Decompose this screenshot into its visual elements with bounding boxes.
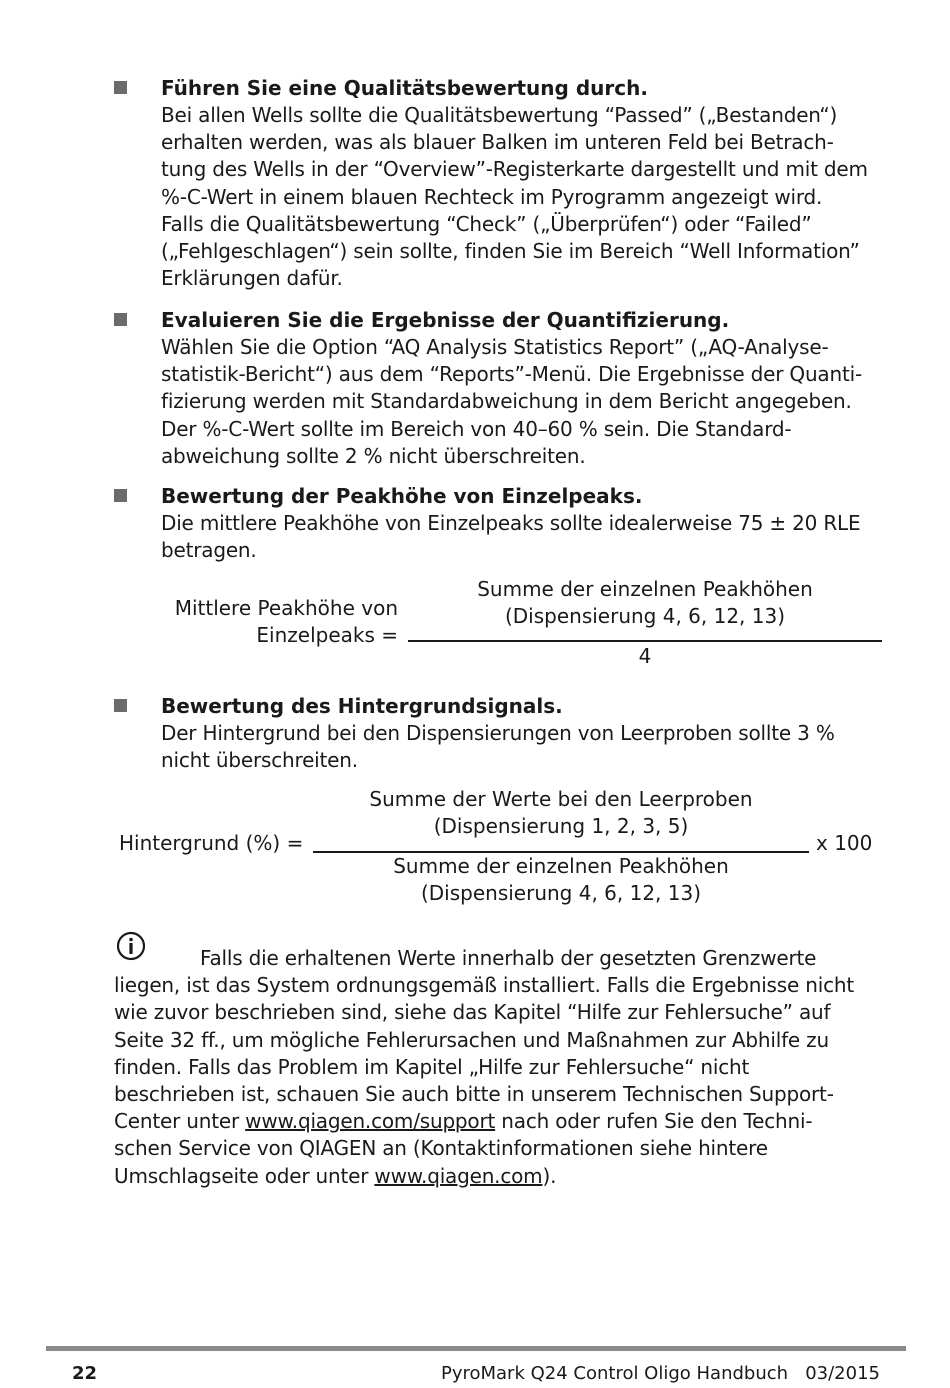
text-line: nicht überschreiten. xyxy=(161,748,358,773)
text-line: abweichung sollte 2 % nicht überschreiten. xyxy=(161,443,586,468)
section-text xyxy=(161,102,881,292)
formula2-denominator-line2: (Dispensierung 4, 6, 12, 13) xyxy=(420,881,702,905)
formula2-lhs: Hintergrund (%) = xyxy=(119,831,304,855)
text-line: erhalten werden, was als blauer Balken im unteren Feld bei Betrach- xyxy=(161,130,834,155)
formula1-numerator xyxy=(408,576,882,630)
text-line: fizierung werden mit Standardabweichung in dem Bericht angegeben. xyxy=(161,389,852,414)
note-paragraph xyxy=(114,945,864,1190)
section-title: Bewertung der Peakhöhe von Einzelpeaks. xyxy=(161,484,643,508)
formula1-numerator-line1: Summe der einzelnen Peakhöhen xyxy=(477,577,813,601)
section-text xyxy=(161,720,881,774)
section-body xyxy=(161,482,881,564)
formula1-fraction-bar xyxy=(408,640,882,642)
formula2-numerator xyxy=(313,786,809,840)
formula1-lhs-line2: Einzelpeaks = xyxy=(256,623,398,647)
section-title: Evaluieren Sie die Ergebnisse der Quantifizierung. xyxy=(161,308,730,332)
section-text xyxy=(161,510,881,564)
formula1-denominator: 4 xyxy=(638,644,652,668)
text-line: Die mittlere Peakhöhe von Einzelpeaks sollte idealerweise 75 ± 20 RLE xyxy=(161,511,861,535)
bullet-square xyxy=(114,81,127,94)
formula2-multiplier: x 100 xyxy=(816,831,873,855)
formula1-lhs xyxy=(114,595,398,649)
bullet-square xyxy=(114,489,127,502)
section-body xyxy=(161,306,881,470)
note-line: liegen, ist das System ordnungsgemäß installiert. Falls die Ergebnisse nicht xyxy=(114,973,855,998)
section-text xyxy=(161,334,881,470)
bullet-square xyxy=(114,699,127,712)
text-line: Erklärungen dafür. xyxy=(161,266,343,291)
text-line: Wählen Sie die Option “AQ Analysis Statistics Report” („AQ-Analyse- xyxy=(161,335,829,359)
text-line: („Fehlgeschlagen“) sein sollte, finden Sie im Bereich “Well Information” xyxy=(161,239,860,264)
text-line: Bei allen Wells sollte die Qualitätsbewertung “Passed” („Bestanden“) xyxy=(161,103,838,127)
page-number: 22 xyxy=(72,1363,98,1384)
text-line: Falls die Qualitätsbewertung “Check” („Überprüfen“) oder “Failed” xyxy=(161,211,812,236)
formula2-numerator-line1: Summe der Werte bei den Leerproben xyxy=(369,787,753,811)
formula1-lhs-line1: Mittlere Peakhöhe von xyxy=(174,596,398,620)
formula1-numerator-line2: (Dispensierung 4, 6, 12, 13) xyxy=(504,604,786,628)
section-title: Führen Sie eine Qualitätsbewertung durch. xyxy=(161,76,648,100)
note-line: schen Service von QIAGEN an (Kontaktinformationen siehe hintere xyxy=(114,1136,768,1161)
note-line: Center unter xyxy=(114,1109,246,1134)
bullet-square xyxy=(114,313,127,326)
note-line: Seite 32 ff., um mögliche Fehlerursachen und Maßnahmen zur Abhilfe zu xyxy=(114,1027,829,1052)
section-title: Bewertung des Hintergrundsignals. xyxy=(161,694,563,718)
support-link[interactable]: www.qiagen.com/support xyxy=(245,1109,496,1134)
text-line: statistik-Bericht“) aus dem “Reports”-Menü. Die Ergebnisse der Quanti- xyxy=(161,362,862,387)
text-line: betragen. xyxy=(161,538,257,563)
text-line: tung des Wells in der “Overview”-Registerkarte dargestellt und mit dem xyxy=(161,157,868,182)
note-line: Umschlagseite oder unter xyxy=(114,1163,375,1188)
note-line: nach oder rufen Sie den Techni- xyxy=(495,1109,813,1134)
section-body xyxy=(161,692,881,774)
note-line: ). xyxy=(542,1163,557,1188)
note-line: wie zuvor beschrieben sind, siehe das Kapitel “Hilfe zur Fehlersuche” auf xyxy=(114,1000,831,1025)
formula2-denominator-line1: Summe der einzelnen Peakhöhen xyxy=(393,854,729,878)
note-line: Falls die erhaltenen Werte innerhalb der gesetzten Grenzwerte xyxy=(200,946,817,970)
note-line: finden. Falls das Problem im Kapitel „Hilfe zur Fehlersuche“ nicht xyxy=(114,1054,750,1079)
footer-title: PyroMark Q24 Control Oligo Handbuch 03/2015 xyxy=(440,1363,880,1384)
qiagen-home-link[interactable]: www.qiagen.com xyxy=(374,1163,543,1188)
formula2-numerator-line2: (Dispensierung 1, 2, 3, 5) xyxy=(433,814,689,838)
section-body xyxy=(161,74,881,292)
footer-rule xyxy=(46,1346,906,1351)
formula2-denominator xyxy=(313,853,809,907)
text-line: Der Hintergrund bei den Dispensierungen von Leerproben sollte 3 % xyxy=(161,721,835,745)
text-line: %-C-Wert in einem blauen Rechteck im Pyrogramm angezeigt wird. xyxy=(161,184,823,209)
note-line: beschrieben ist, schauen Sie auch bitte in unserem Technischen Support- xyxy=(114,1082,834,1107)
text-line: Der %-C-Wert sollte im Bereich von 40–60 % sein. Die Standard- xyxy=(161,416,792,441)
